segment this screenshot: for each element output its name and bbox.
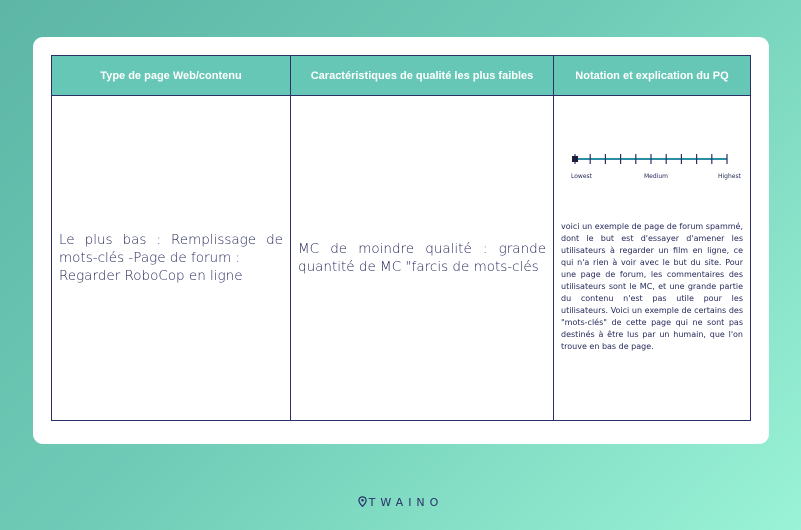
rating-marker xyxy=(572,156,578,162)
characteristics-text: MC de moindre qualité : grande quantité de MC "farcis de mots-clés xyxy=(298,241,546,275)
rating-scale-graphic xyxy=(571,147,731,171)
rating-explanation: voici un exemple de page de forum spammé, dont le but est d'essayer d'amener les utilisateurs à regarder un film en ligne, ce qui n'a rien à voir avec le but du site. Pour une page de forum, les commentaires des utilisateurs sont le MC, et une grande partie du contenu n'est pas utile pour les utilisateurs. Voici un exemple de certains des "mots-clés" de cette page qui ne sont pas destinés à être lus par un humain, que l'on trouve en bas de page. xyxy=(561,222,743,351)
header-rating: Notation et explication du PQ xyxy=(554,56,751,96)
page-type-text xyxy=(53,231,289,285)
page-type-line-2: Regarder RoboCop en ligne xyxy=(59,268,243,284)
quality-rating-table xyxy=(51,55,751,421)
cell-characteristics xyxy=(291,96,554,421)
location-pin-icon xyxy=(358,496,367,507)
rating-scale xyxy=(571,147,741,187)
scale-label-highest: Highest xyxy=(718,173,741,180)
brand-logo xyxy=(0,496,801,509)
table-header-row xyxy=(52,56,751,96)
brand-name: TWAINO xyxy=(368,496,444,509)
content-card xyxy=(33,37,769,444)
rating-content xyxy=(555,97,749,419)
header-characteristics: Caractéristiques de qualité les plus faibles xyxy=(291,56,554,96)
scale-label-lowest: Lowest xyxy=(571,173,592,180)
page-type-line-1: Le plus bas : Remplissage de mots-clés -Page de forum : xyxy=(59,232,283,266)
table-row xyxy=(52,96,751,421)
header-page-type: Type de page Web/contenu xyxy=(52,56,291,96)
cell-page-type xyxy=(52,96,291,421)
cell-rating xyxy=(554,96,751,421)
scale-label-medium: Medium xyxy=(644,173,668,180)
